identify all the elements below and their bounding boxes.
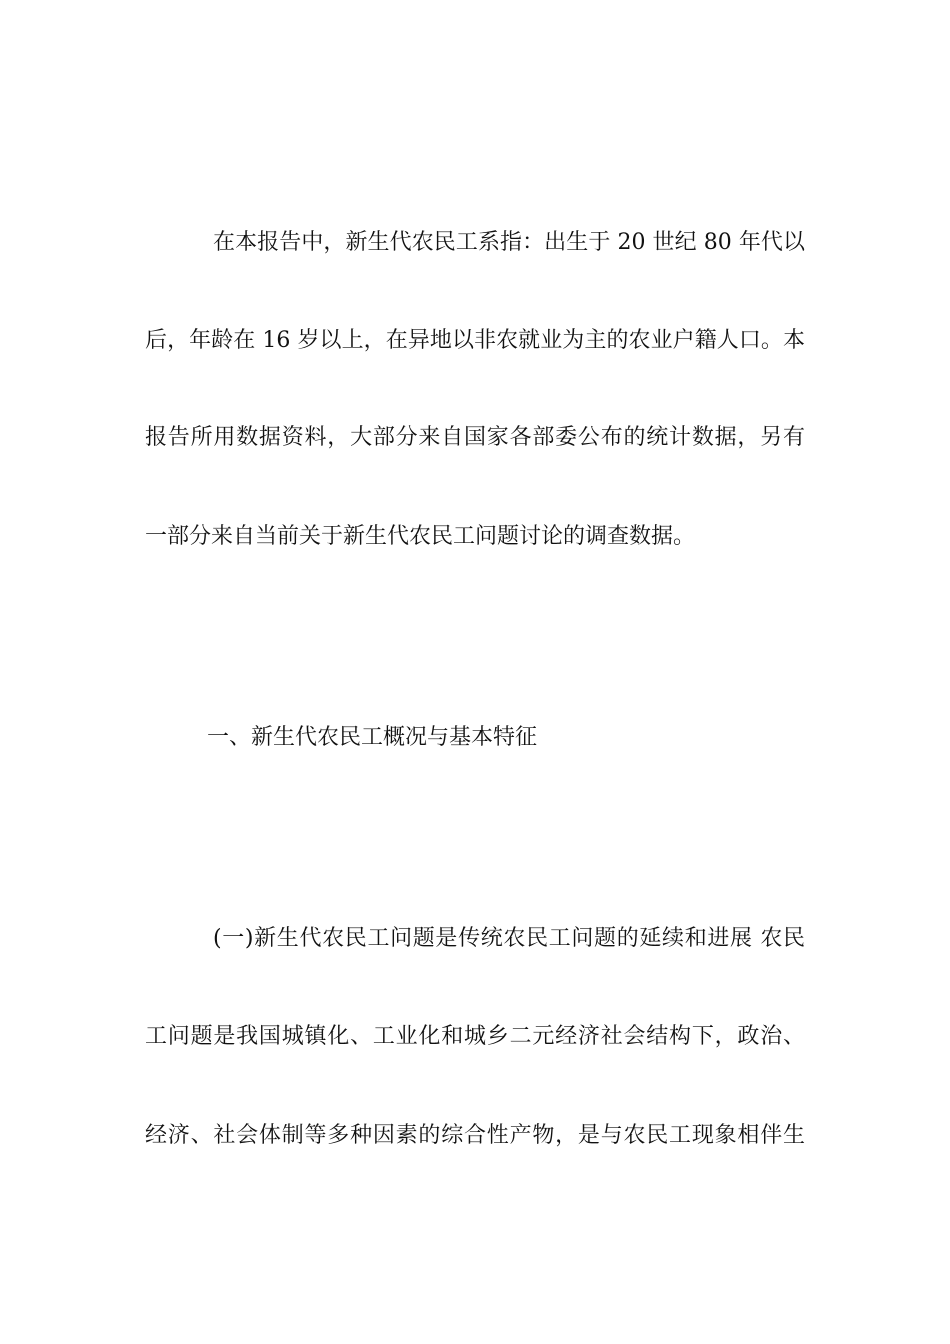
paragraph-2-line-1: (一)新生代农民工问题是传统农民工问题的延续和进展 农民 (213, 926, 805, 951)
paragraph-1-line-3: 报告所用数据资料，大部分来自国家各部委公布的统计数据，另有 (145, 425, 805, 450)
paragraph-2-line-3: 经济、社会体制等多种因素的综合性产物，是与农民工现象相伴生 (145, 1123, 805, 1148)
paragraph-1-line-1: 在本报告中，新生代农民工系指：出生于 20 世纪 80 年代以 (213, 230, 805, 255)
paragraph-2-line-2: 工问题是我国城镇化、工业化和城乡二元经济社会结构下，政治、 (145, 1024, 805, 1049)
paragraph-1-line-4: 一部分来自当前关于新生代农民工问题讨论的调查数据。 (145, 524, 696, 549)
section-heading: 一、新生代农民工概况与基本特征 (207, 725, 538, 750)
paragraph-1-line-2: 后，年龄在 16 岁以上，在异地以非农就业为主的农业户籍人口。本 (145, 328, 805, 353)
